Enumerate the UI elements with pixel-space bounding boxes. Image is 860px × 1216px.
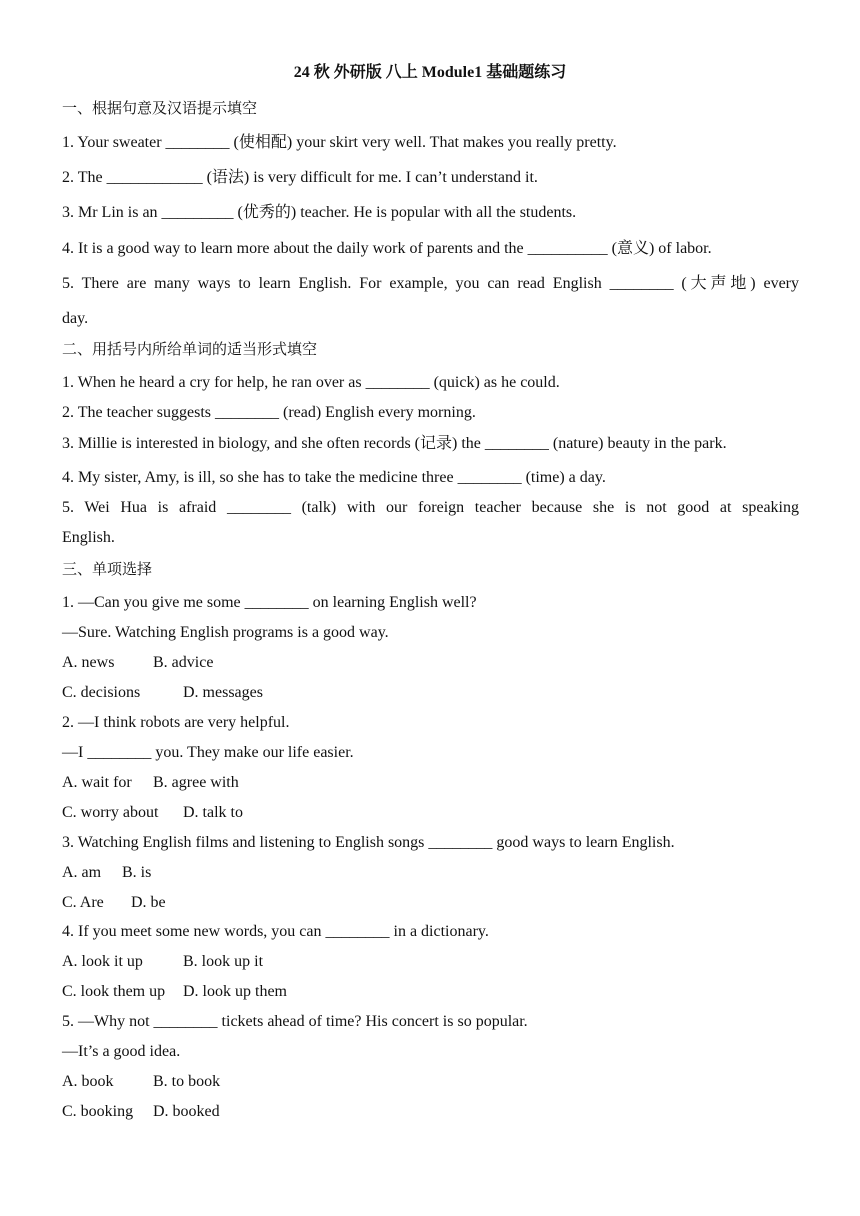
q2-option-a: A. wait for	[62, 774, 132, 791]
q1-stem: 1. —Can you give me some ________ on learning English well?	[62, 594, 477, 611]
section1-heading: 一、根据句意及汉语提示填空	[62, 99, 258, 117]
q2-option-d: D. talk to	[183, 804, 243, 821]
q4-option-a: A. look it up	[62, 953, 143, 970]
s2-item-2: 2. The teacher suggests ________ (read) English every morning.	[62, 404, 476, 421]
s1-item-5-cont: day.	[62, 310, 89, 327]
page-title: 24 秋 外研版 八上 Module1 基础题练习	[293, 64, 567, 81]
q5-option-d: D. booked	[153, 1103, 220, 1120]
q1-reply: —Sure. Watching English programs is a good way.	[62, 624, 389, 641]
q2-option-c: C. worry about	[62, 804, 159, 821]
q3-option-a: A. am	[62, 864, 102, 881]
q4-stem: 4. If you meet some new words, you can ________ in a dictionary.	[62, 923, 489, 940]
q2-reply: —I ________ you. They make our life easier.	[62, 744, 354, 761]
q5-stem: 5. —Why not ________ tickets ahead of time? His concert is so popular.	[62, 1013, 528, 1030]
q1-option-d: D. messages	[183, 684, 263, 701]
q3-option-b: B. is	[122, 864, 152, 881]
s1-item-3: 3. Mr Lin is an _________ (优秀的) teacher. He is popular with all the students.	[62, 204, 577, 221]
q4-option-b: B. look up it	[183, 953, 264, 970]
q5-option-a: A. book	[62, 1073, 114, 1090]
s1-item-5: 5. There are many ways to learn English. For example, you can read English ________ (大声地) every	[62, 275, 799, 292]
q4-option-c: C. look them up	[62, 983, 166, 1000]
s1-item-1: 1. Your sweater ________ (使相配) your skirt very well. That makes you really pretty.	[62, 134, 617, 151]
s1-item-2: 2. The ____________ (语法) is very difficult for me. I can’t understand it.	[62, 169, 538, 186]
q5-reply: —It’s a good idea.	[62, 1043, 181, 1060]
q5-option-b: B. to book	[153, 1073, 221, 1090]
q4-option-d: D. look up them	[183, 983, 287, 1000]
q1-option-a: A. news	[62, 654, 115, 671]
s2-item-4: 4. My sister, Amy, is ill, so she has to take the medicine three ________ (time) a day.	[62, 469, 606, 486]
s2-item-5-cont: English.	[62, 529, 115, 546]
q1-option-b: B. advice	[153, 654, 214, 671]
q5-option-c: C. booking	[62, 1103, 134, 1120]
s1-item-4: 4. It is a good way to learn more about the daily work of parents and the __________ (意义) of labor.	[62, 240, 712, 257]
q3-stem: 3. Watching English films and listening to English songs ________ good ways to learn English.	[62, 834, 675, 851]
s2-item-1: 1. When he heard a cry for help, he ran over as ________ (quick) as he could.	[62, 374, 560, 391]
q1-option-c: C. decisions	[62, 684, 141, 701]
q2-stem: 2. —I think robots are very helpful.	[62, 714, 290, 731]
q2-option-b: B. agree with	[153, 774, 239, 791]
section3-heading: 三、单项选择	[62, 560, 153, 578]
q3-option-c: C. Are	[62, 894, 104, 911]
section2-heading: 二、用括号内所给单词的适当形式填空	[62, 340, 318, 358]
q3-option-d: D. be	[131, 894, 166, 911]
s2-item-3: 3. Millie is interested in biology, and she often records (记录) the ________ (nature) beauty in the park.	[62, 435, 727, 452]
s2-item-5: 5. Wei Hua is afraid ________ (talk) with our foreign teacher because she is not good at speaking	[62, 499, 799, 516]
